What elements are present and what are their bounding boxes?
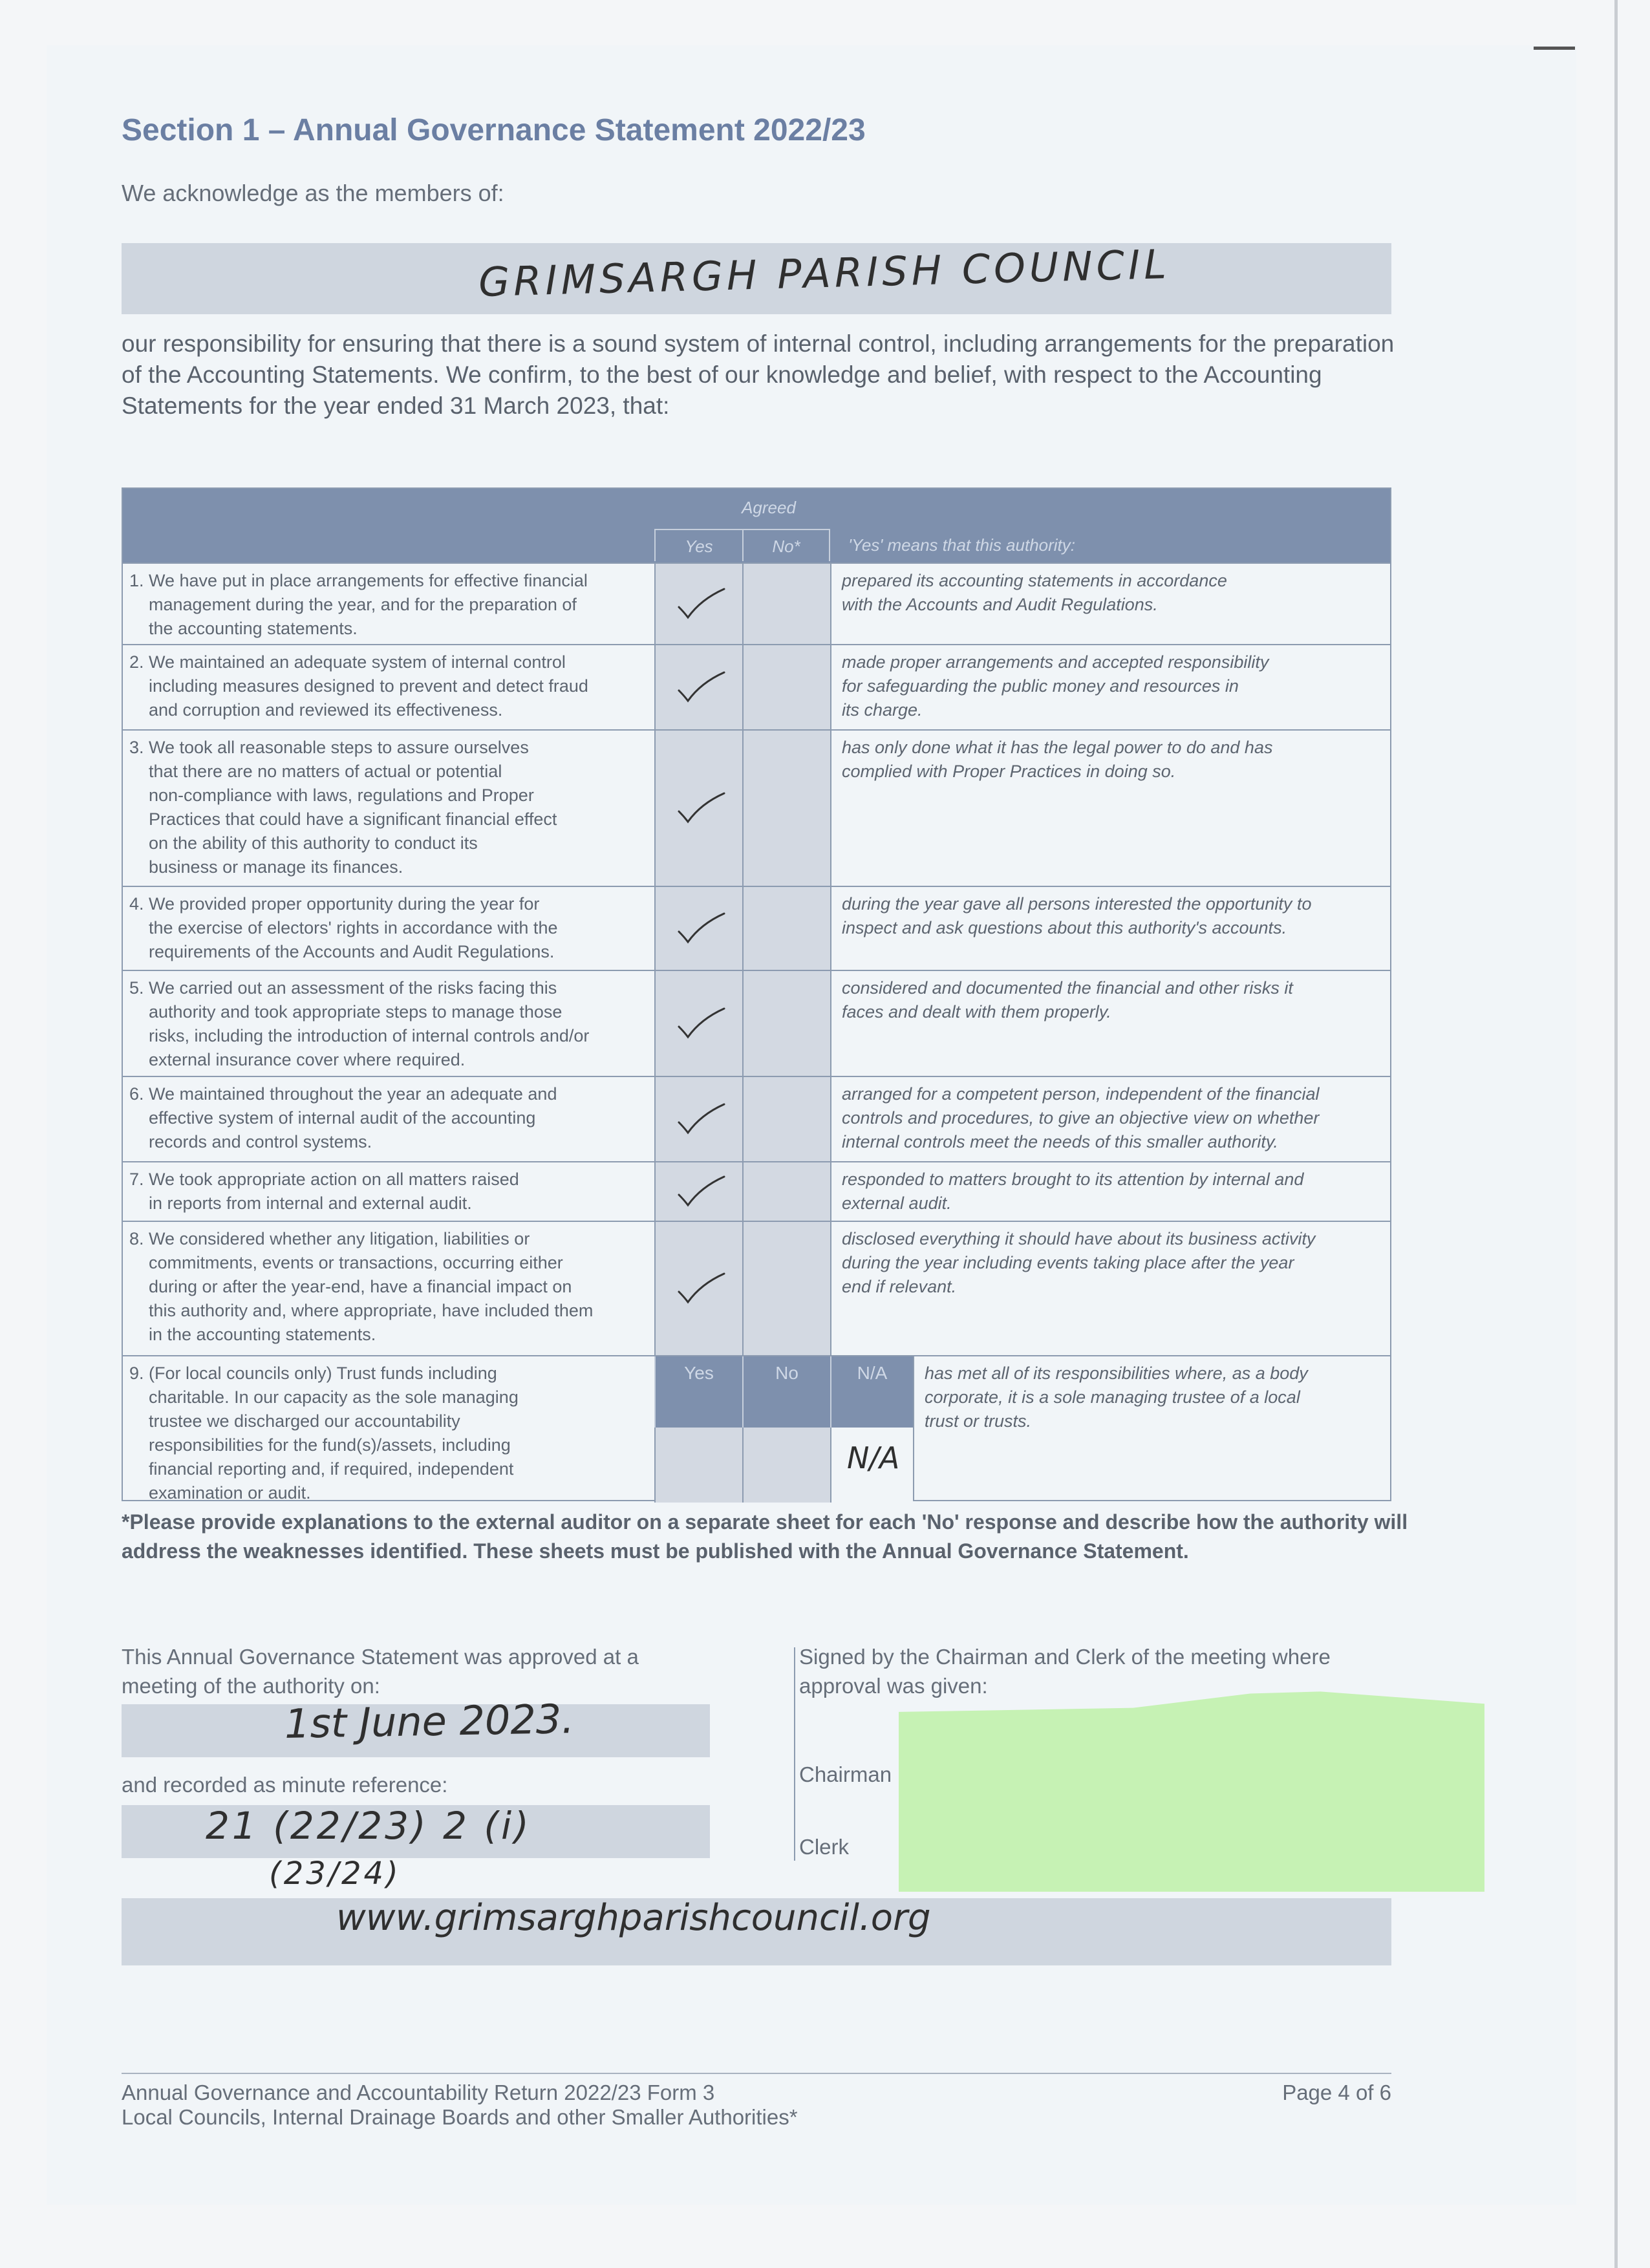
page-number: Page 4 of 6 [1282,2081,1391,2104]
row-first-line [129,1168,666,1192]
column-divider [794,1647,795,1861]
row-line: during or after the year-end, have a financial impact on [149,1277,572,1296]
row-statement [129,736,666,879]
row-line: non-compliance with laws, regulations and Proper [149,786,534,805]
table-row-6 [123,1076,1390,1161]
row-yes-box[interactable] [654,1162,742,1221]
table-row-3 [123,729,1390,886]
page-edge-shadow [1614,0,1618,2268]
check-mark-icon [675,1173,727,1212]
row-first-line [129,650,666,674]
row-meaning [830,645,1390,729]
row-meaning-line: complied with Proper Practices in doing so. [842,762,1176,781]
row-meaning [830,971,1390,1076]
row-meaning-line: external audit. [842,1193,952,1213]
row-yes-box[interactable] [654,971,742,1076]
row-first-line [129,892,666,916]
row-number: 7. [129,1170,144,1189]
row-yes-box[interactable] [654,1077,742,1161]
row-meaning-line: end if relevant. [842,1277,957,1296]
row-9-no-box[interactable] [742,1428,830,1503]
row-meaning-line: with the Accounts and Audit Regulations. [842,595,1158,614]
minute-reference-label: and recorded as minute reference: [122,1773,448,1797]
footer-rule [122,2073,1391,2074]
approved-text: This Annual Governance Statement was approved at a meeting of the authority on: [122,1645,639,1698]
row-meaning [830,1222,1390,1355]
row-meaning-line: has only done what it has the legal power to do and has [842,738,1273,757]
row-9-line: charitable. In our capacity as the sole managing [149,1387,519,1407]
table-row-5 [123,970,1390,1076]
row-9-meaning-line: has met all of its responsibilities where, as a body [925,1364,1308,1383]
row-no-box[interactable] [742,887,830,970]
row-meaning-line: prepared its accounting statements in accordance [842,571,1227,590]
approval-date-handwritten: 1st June 2023. [284,1695,575,1748]
row-statement [129,1227,666,1347]
row-first-line [129,1082,666,1106]
footer-line-2: Local Councils, Internal Drainage Boards and other Smaller Authorities* [122,2105,798,2129]
row-number: 1. [129,571,144,590]
row-line: We maintained an adequate system of internal control [149,652,566,672]
row-number: 3. [129,738,144,757]
row-statement [129,892,666,964]
row-line: business or manage its finances. [149,857,403,877]
row-meaning-line: during the year gave all persons interested the opportunity to [842,894,1312,914]
row-9-no-heading: No [742,1356,830,1428]
check-mark-icon [675,669,727,707]
row-meaning-line: inspect and ask questions about this authority's accounts. [842,918,1287,937]
row-9-statement [129,1362,666,1505]
footer-text [122,2081,798,2130]
row-line: We have put in place arrangements for effective financial [149,571,588,590]
row-meaning [830,564,1390,644]
table-row-2 [123,644,1390,729]
row-9-line: (For local councils only) Trust funds including [149,1364,497,1383]
row-statement [129,569,666,641]
row-yes-box[interactable] [654,1222,742,1355]
table-header [123,489,1390,562]
row-line: in the accounting statements. [149,1325,376,1344]
table-row-8 [123,1221,1390,1355]
row-meaning-line: its charge. [842,700,923,720]
no-heading: No* [742,529,830,561]
website-handwritten: www.grimsarghparishcouncil.org [336,1897,931,1939]
row-yes-box[interactable] [654,731,742,886]
section-title: Section 1 – Annual Governance Statement 2022/23 [122,113,866,147]
row-line: the accounting statements. [149,619,358,638]
row-9-yes-heading: Yes [654,1356,742,1428]
meaning-heading: 'Yes' means that this authority: [848,535,1075,555]
check-mark-icon [675,1005,727,1043]
row-line: We took appropriate action on all matters raised [149,1170,519,1189]
row-line: in reports from internal and external audit. [149,1193,472,1213]
row-no-box[interactable] [742,1222,830,1355]
row-line: external insurance cover where required. [149,1050,466,1069]
row-9-yes-box[interactable] [654,1428,742,1503]
acknowledge-text: We acknowledge as the members of: [122,180,504,206]
row-9-line: responsibilities for the fund(s)/assets, including [149,1435,511,1455]
row-meaning [830,887,1390,970]
row-line: authority and took appropriate steps to manage those [149,1002,562,1022]
row-yes-box[interactable] [654,564,742,644]
row-line: risks, including the introduction of internal controls and/or [149,1026,590,1045]
table-row-9 [123,1355,1390,1501]
row-no-box[interactable] [742,645,830,729]
row-9-na-heading: N/A [830,1356,913,1428]
row-9-meaning-line: trust or trusts. [925,1411,1032,1431]
minute-reference-handwritten-2: (23/24) [269,1856,401,1892]
row-9-line: examination or audit. [149,1483,311,1503]
row-no-box[interactable] [742,731,830,886]
row-line: this authority and, where appropriate, have included them [149,1301,594,1320]
row-meaning-line: considered and documented the financial and other risks it [842,978,1293,998]
row-meaning [830,731,1390,886]
row-line: including measures designed to prevent and detect fraud [149,676,588,696]
table-row-1 [123,562,1390,644]
row-line: commitments, events or transactions, occurring either [149,1253,563,1272]
authority-name-handwritten: GRIMSARGH PARISH COUNCIL [478,241,1171,306]
row-9-na-handwritten: N/A [847,1440,900,1475]
row-yes-box[interactable] [654,887,742,970]
row-meaning-line: internal controls meet the needs of this smaller authority. [842,1132,1278,1151]
row-line: the exercise of electors' rights in accordance with the [149,918,558,937]
row-line: records and control systems. [149,1132,372,1151]
row-number: 4. [129,894,144,914]
footer-line-1: Annual Governance and Accountability Return 2022/23 Form 3 [122,2081,715,2104]
minute-reference-handwritten: 21 (22/23) 2 (i) [206,1804,531,1848]
row-no-box[interactable] [742,564,830,644]
row-meaning-line: disclosed everything it should have about its business activity [842,1229,1316,1248]
signed-text: Signed by the Chairman and Clerk of the meeting where approval was given: [799,1645,1331,1698]
row-line: and corruption and reviewed its effectiveness. [149,700,503,720]
intro-paragraph: our responsibility for ensuring that there is a sound system of internal control, including arrangements for the preparation of the Accounting Statements. We confirm, to the best of our knowledge and belief, with respect to the Accounting Statements for the year ended 31 March 2023, that: [122,330,1395,419]
row-meaning-line: faces and dealt with them properly. [842,1002,1111,1022]
row-number: 6. [129,1084,144,1104]
row-statement [129,1082,666,1154]
row-meaning [830,1162,1390,1221]
row-first-line [129,736,666,760]
row-line: that there are no matters of actual or potential [149,762,502,781]
row-line: We maintained throughout the year an adequate and [149,1084,557,1104]
row-line: We carried out an assessment of the risks facing this [149,978,557,998]
row-line: management during the year, and for the preparation of [149,595,577,614]
clerk-label: Clerk [799,1835,850,1859]
row-line: We took all reasonable steps to assure ourselves [149,738,529,757]
governance-table [122,487,1391,1501]
row-line: Practices that could have a significant financial effect [149,809,557,829]
row-meaning [830,1077,1390,1161]
row-first-line [129,569,666,593]
row-meaning-line: for safeguarding the public money and resources in [842,676,1239,696]
row-9-na-box[interactable] [830,1428,913,1503]
row-9-line: financial reporting and, if required, independent [149,1459,514,1479]
table-row-4 [123,886,1390,970]
row-number: 2. [129,652,144,672]
row-9-meaning [913,1356,1390,1501]
check-mark-icon [675,789,727,828]
row-meaning-line: controls and procedures, to give an objective view on whether [842,1108,1320,1128]
check-mark-icon [675,910,727,948]
row-line: We considered whether any litigation, liabilities or [149,1229,530,1248]
yes-heading: Yes [654,529,742,561]
row-meaning-line: made proper arrangements and accepted responsibility [842,652,1269,672]
corner-mark [1534,47,1575,50]
check-mark-icon [675,1270,727,1309]
signature-redaction [899,1687,1484,1892]
row-statement [129,976,666,1072]
row-no-box[interactable] [742,971,830,1076]
row-no-box[interactable] [742,1162,830,1221]
row-meaning-line: responded to matters brought to its attention by internal and [842,1170,1304,1189]
row-statement [129,650,666,722]
row-statement [129,1168,666,1215]
row-yes-box[interactable] [654,645,742,729]
table-row-7 [123,1161,1390,1221]
row-9-meaning-line: corporate, it is a sole managing trustee of a local [925,1387,1300,1407]
row-number: 8. [129,1229,144,1248]
row-9-number: 9. [129,1364,144,1383]
row-line: on the ability of this authority to conduct its [149,833,478,853]
row-first-line [129,976,666,1000]
row-line: requirements of the Accounts and Audit Regulations. [149,942,555,961]
row-meaning-line: during the year including events taking place after the year [842,1253,1294,1272]
agreed-heading: Agreed [742,498,796,517]
row-line: effective system of internal audit of the accounting [149,1108,536,1128]
row-no-box[interactable] [742,1077,830,1161]
row-number: 5. [129,978,144,998]
row-9-line: trustee we discharged our accountability [149,1411,460,1431]
row-line: We provided proper opportunity during the year for [149,894,540,914]
check-mark-icon [675,585,727,624]
row-meaning-line: arranged for a competent person, independent of the financial [842,1084,1320,1104]
check-mark-icon [675,1100,727,1139]
row-first-line [129,1227,666,1251]
chairman-label: Chairman [799,1762,892,1786]
footnote: *Please provide explanations to the external auditor on a separate sheet for each 'No' response and describe how the authority will address the weaknesses identified. These sheets must be published with the Annual Governance Statement. [122,1510,1408,1563]
